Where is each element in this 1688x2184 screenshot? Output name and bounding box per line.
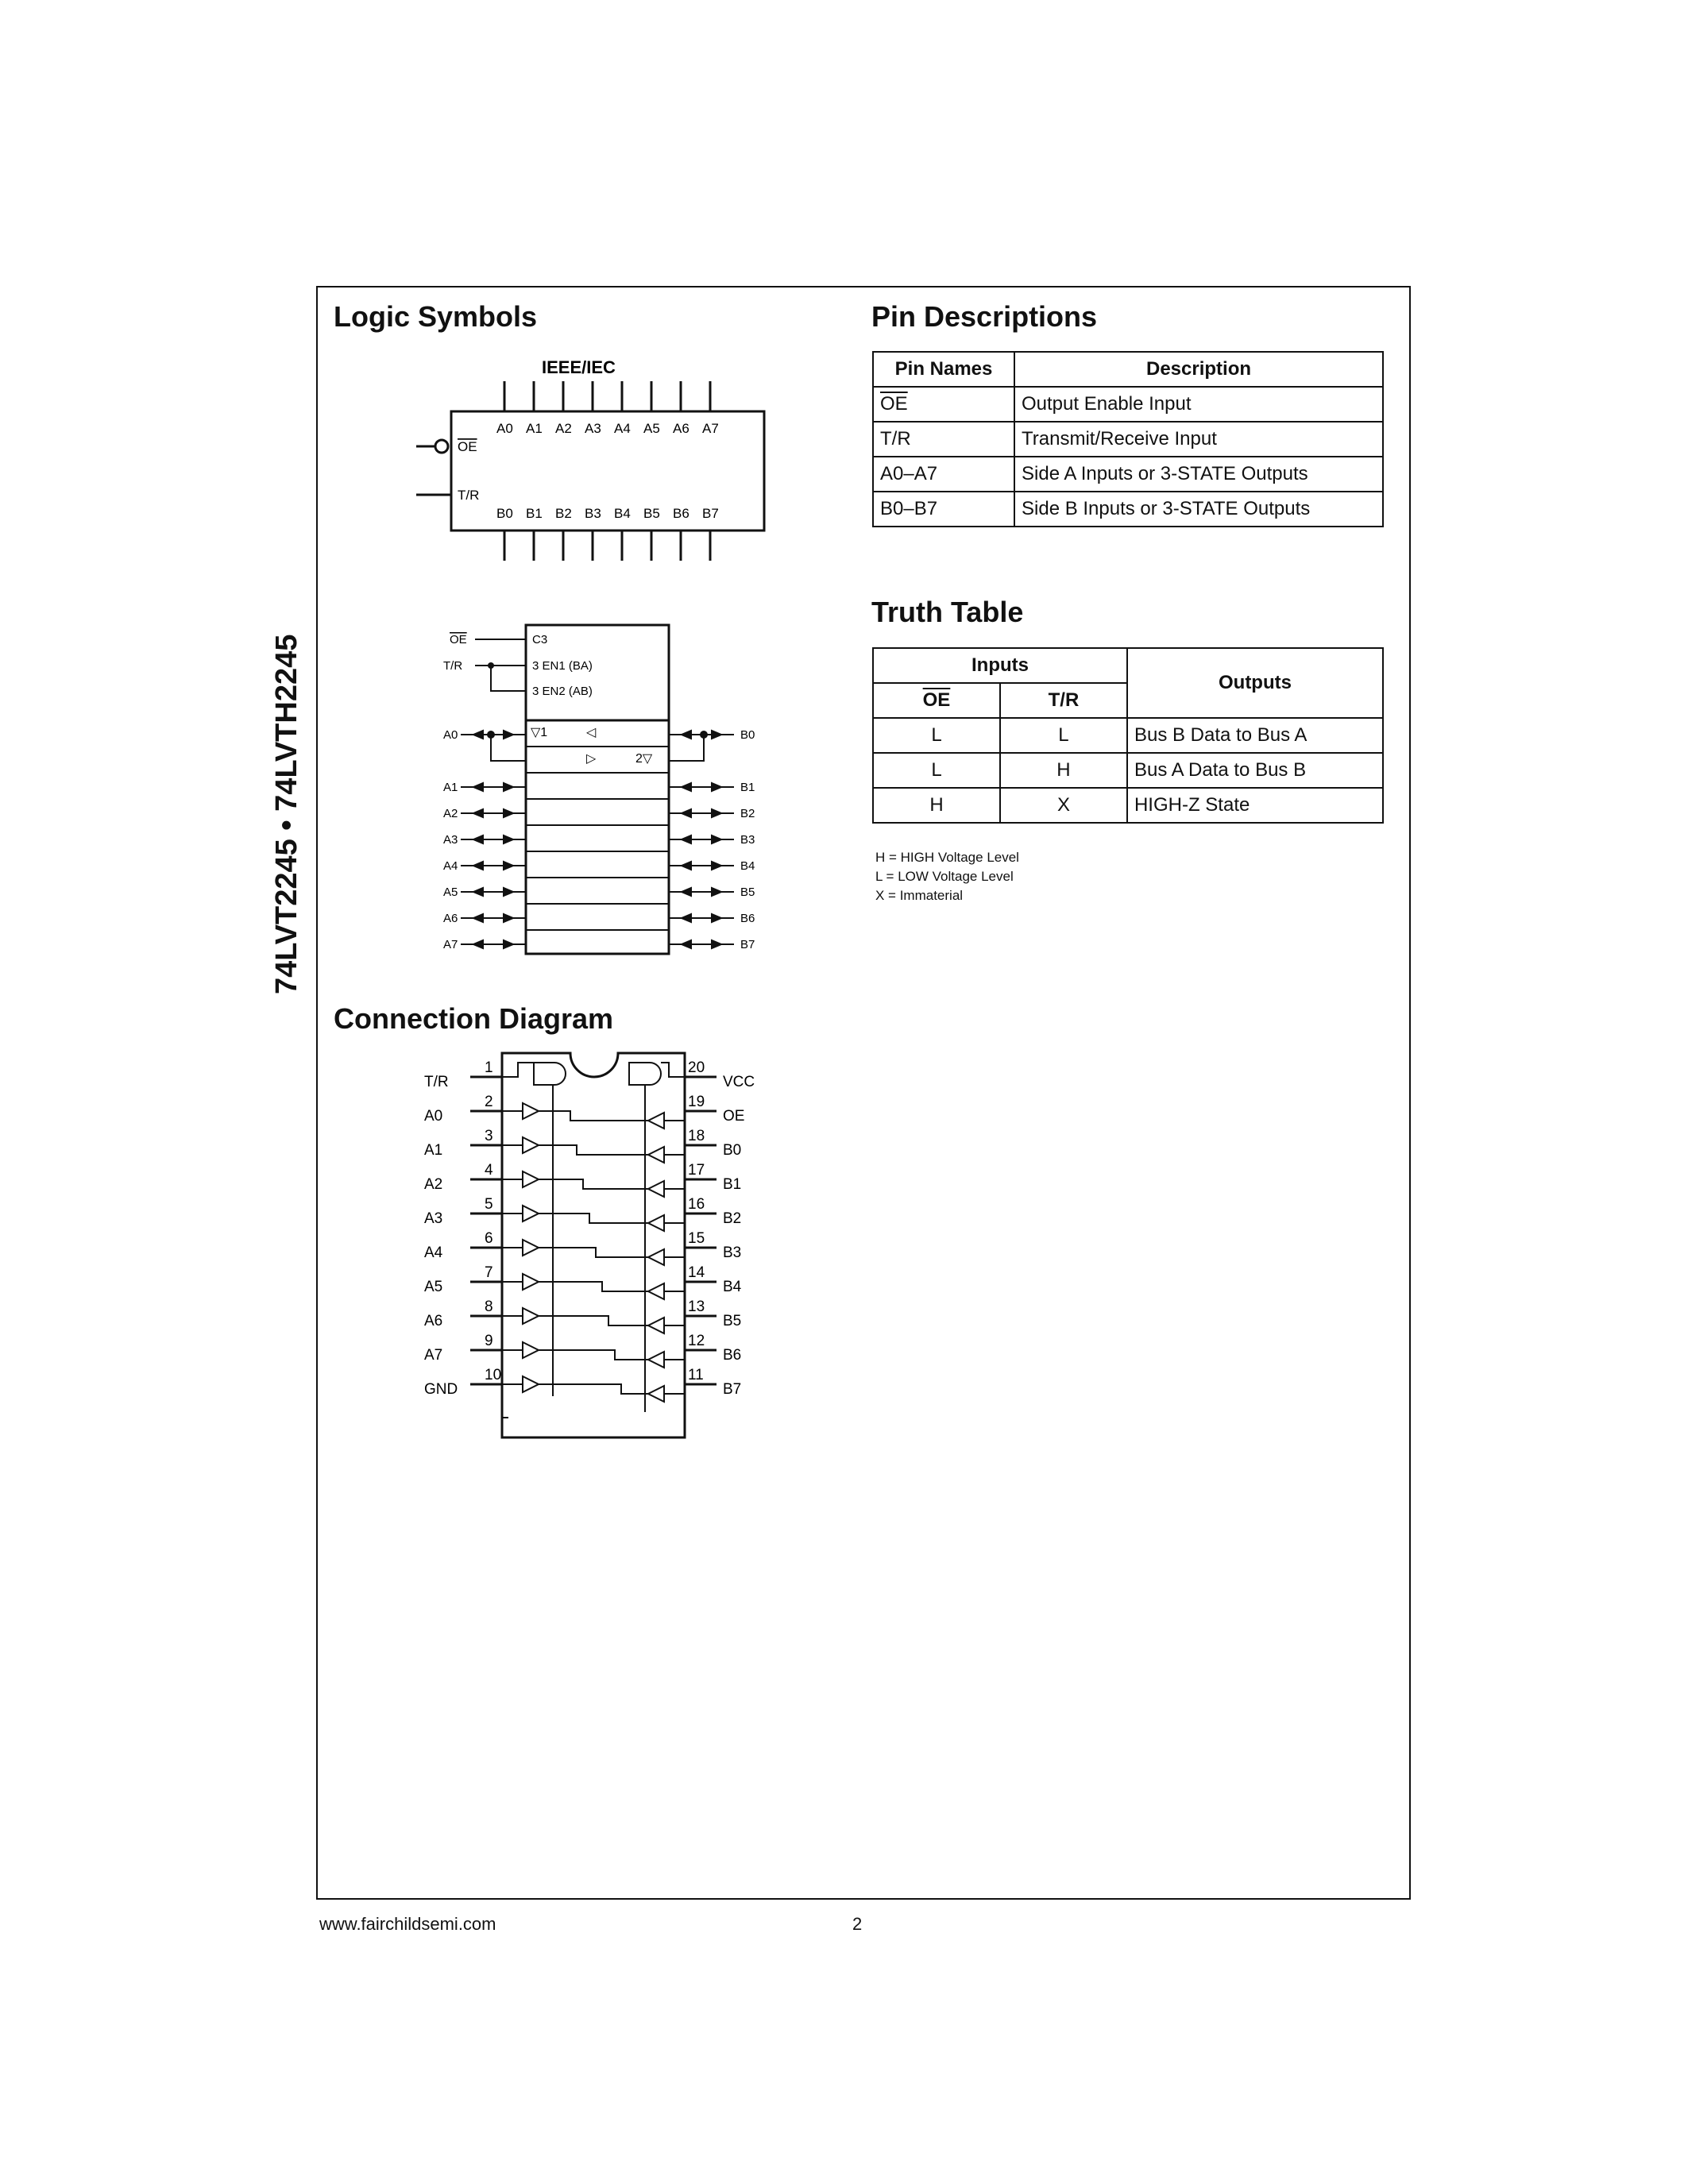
cell-tr: L (1000, 718, 1127, 753)
left-pin-label: A6 (424, 1313, 443, 1329)
left-pin-label: A2 (424, 1176, 443, 1193)
b-to-a-buffer (648, 1181, 664, 1197)
right-pin-label: B3 (723, 1244, 742, 1261)
fn-a-pin-label: A6 (443, 912, 458, 925)
left-pin-label: A3 (424, 1210, 443, 1227)
ieee-a-pin-label: A4 (614, 421, 631, 436)
left-pin-label: A5 (424, 1279, 443, 1295)
table-header-row (873, 648, 1383, 683)
left-pin-label: A0 (424, 1108, 443, 1125)
pin-number: 11 (688, 1367, 704, 1383)
fn-b-pin-label: B3 (740, 833, 755, 847)
arrow-right (712, 888, 721, 896)
pin-number: 8 (485, 1298, 493, 1315)
junction-dot (701, 731, 707, 738)
fn-a-pin-label: A1 (443, 781, 458, 794)
fn-b-pin-label: B6 (740, 912, 755, 925)
fn-b-pin-label: B4 (740, 859, 755, 873)
pin-desc: Side A Inputs or 3-STATE Outputs (1014, 457, 1383, 492)
ieee-b-pin-label: B4 (614, 506, 631, 521)
right-pin-label: B0 (723, 1142, 742, 1159)
fn-a-pin-label: A5 (443, 886, 458, 899)
arrow-left (682, 888, 691, 896)
ieee-b-pin-label: B5 (643, 506, 660, 521)
arrow-right (712, 940, 721, 948)
arrow-left (473, 835, 483, 843)
arrow-right (712, 914, 721, 922)
pin-number: 2 (485, 1094, 493, 1110)
pin-number: 14 (688, 1264, 705, 1281)
fn-a-pin-label: A7 (443, 938, 458, 951)
arrow-right (712, 731, 721, 739)
arrow-left (682, 809, 691, 817)
footer-page-number: 2 (852, 1914, 863, 1934)
arrow-left (473, 862, 483, 870)
connection-diagram-title: Connection Diagram (334, 1002, 614, 1035)
pin-number: 15 (688, 1230, 705, 1247)
pin-name: T/R (873, 422, 1014, 457)
cell-tr: H (1000, 753, 1127, 788)
a-to-b-buffer (523, 1342, 539, 1358)
fn-tr-label: T/R (443, 659, 463, 673)
pin-name: $\overline{OE}$ (873, 387, 1014, 422)
cell-oe: H (873, 788, 1000, 823)
a-to-b-buffer (523, 1137, 539, 1153)
pin-number: 18 (688, 1128, 705, 1144)
right-pin-label: B1 (723, 1176, 742, 1193)
note: X = Immaterial (875, 888, 964, 903)
and-gate (629, 1063, 661, 1085)
right-pin-label: OE (723, 1108, 745, 1125)
fn-b-pin-label: B2 (740, 807, 755, 820)
right-pin-label: B2 (723, 1210, 742, 1227)
pin-number: 4 (485, 1162, 493, 1179)
pin-number: 17 (688, 1162, 705, 1179)
ieee-b-pin-label: B6 (673, 506, 689, 521)
ieee-a-pin-label: A1 (526, 421, 543, 436)
cross-wire (539, 1282, 648, 1291)
pin-number: 3 (485, 1128, 493, 1144)
ieee-oe-label: OE (458, 439, 477, 454)
mark-ba-enable: ▽1 (531, 726, 548, 739)
a-to-b-buffer (523, 1206, 539, 1221)
connection-diagram (421, 1047, 771, 1444)
left-pin-label: GND (424, 1381, 458, 1398)
arrow-right (504, 862, 513, 870)
ieee-tr-label: T/R (458, 488, 480, 503)
pin-number: 5 (485, 1196, 493, 1213)
and-gate (534, 1063, 566, 1085)
arrow-right (504, 731, 513, 739)
tr-wire (502, 1063, 534, 1077)
b-to-a-buffer (648, 1283, 664, 1299)
block-en2: 3 EN2 (AB) (532, 685, 593, 698)
cross-wire (539, 1350, 648, 1360)
fn-b-pin-label: B0 (740, 728, 755, 742)
cross-wire (539, 1111, 648, 1121)
right-pin-label: B4 (723, 1279, 742, 1295)
footer-url[interactable]: www.fairchildsemi.com (319, 1914, 496, 1934)
col-oe: $\overline{OE}$ (873, 683, 1000, 718)
pin-number: 20 (688, 1059, 705, 1076)
b-to-a-buffer (648, 1386, 664, 1402)
fn-a-pin-label: A2 (443, 807, 458, 820)
arrow-right (712, 862, 721, 870)
cell-out: Bus B Data to Bus A (1127, 718, 1383, 753)
mark-ab-dir: ▷ (586, 752, 597, 766)
cross-wire (539, 1316, 648, 1325)
ieee-a-pin-label: A5 (643, 421, 660, 436)
b-to-a-buffer (648, 1249, 664, 1265)
cell-oe: L (873, 718, 1000, 753)
pin-number: 9 (485, 1333, 493, 1349)
left-pin-label: T/R (424, 1074, 449, 1090)
pin-descriptions-table (872, 351, 1384, 527)
a-to-b-buffer (523, 1308, 539, 1324)
arrow-right (712, 809, 721, 817)
ieee-a-pin-label: A7 (702, 421, 719, 436)
block-en1: 3 EN1 (BA) (532, 659, 593, 673)
a-to-b-buffer (523, 1274, 539, 1290)
arrow-left (473, 914, 483, 922)
fn-a-pin-label: A0 (443, 728, 458, 742)
pin-name: B0–B7 (873, 492, 1014, 527)
left-pin-label: A4 (424, 1244, 443, 1261)
arrow-right (504, 809, 513, 817)
right-pin-label: B6 (723, 1347, 742, 1364)
junction-dot (488, 731, 494, 738)
arrow-left (682, 835, 691, 843)
arrow-right (504, 835, 513, 843)
arrow-right (504, 914, 513, 922)
cell-tr: X (1000, 788, 1127, 823)
arrow-right (504, 783, 513, 791)
cross-wire (539, 1248, 648, 1257)
logic-symbols-title: Logic Symbols (334, 300, 538, 333)
fn-oe-label: OE (450, 633, 467, 646)
pin-number: 10 (485, 1367, 502, 1383)
inputs-header: Inputs (873, 648, 1127, 683)
pin-desc: Transmit/Receive Input (1014, 422, 1383, 457)
pin-number: 6 (485, 1230, 493, 1247)
arrow-left (473, 783, 483, 791)
right-pin-label: VCC (723, 1074, 755, 1090)
table-row (873, 753, 1383, 788)
pin-number: 16 (688, 1196, 705, 1213)
oe-bubble (435, 440, 448, 453)
col-description: Description (1014, 352, 1383, 387)
cell-oe: L (873, 753, 1000, 788)
note: L = LOW Voltage Level (875, 869, 1014, 884)
vcc-wire (661, 1063, 685, 1077)
truth-table-notes (875, 848, 1019, 905)
ieee-b-pin-label: B3 (585, 506, 601, 521)
arrow-right (504, 940, 513, 948)
ieee-a-pin-label: A6 (673, 421, 689, 436)
ieee-b-pin-label: B1 (526, 506, 543, 521)
ieee-b-pin-label: B7 (702, 506, 719, 521)
b0-feedback (669, 735, 704, 761)
pin-number: 1 (485, 1059, 493, 1076)
pin-descriptions-title: Pin Descriptions (871, 300, 1098, 333)
arrow-left (473, 731, 483, 739)
arrow-left (473, 809, 483, 817)
arrow-right (712, 783, 721, 791)
arrow-left (682, 862, 691, 870)
functional-logic-symbol (429, 615, 778, 965)
ieee-a-pin-label: A0 (496, 421, 513, 436)
b-to-a-buffer (648, 1215, 664, 1231)
pin-number: 19 (688, 1094, 705, 1110)
ieee-b-pin-label: B0 (496, 506, 513, 521)
arrow-left (682, 731, 691, 739)
pin-number: 13 (688, 1298, 705, 1315)
pin-number: 7 (485, 1264, 493, 1281)
a-to-b-buffer (523, 1240, 539, 1256)
fn-b-pin-label: B1 (740, 781, 755, 794)
col-pin-names: Pin Names (873, 352, 1014, 387)
table-row (873, 387, 1383, 422)
arrow-left (682, 940, 691, 948)
arrow-left (473, 888, 483, 896)
pin-number: 12 (688, 1333, 705, 1349)
b-to-a-buffer (648, 1147, 664, 1163)
ieee-b-pin-label: B2 (555, 506, 572, 521)
pin-desc: Output Enable Input (1014, 387, 1383, 422)
cell-out: HIGH-Z State (1127, 788, 1383, 823)
table-row (873, 492, 1383, 527)
right-pin-label: B5 (723, 1313, 742, 1329)
outputs-header: Outputs (1127, 648, 1383, 718)
truth-table (872, 647, 1384, 824)
arrow-left (473, 940, 483, 948)
fn-a-pin-label: A4 (443, 859, 458, 873)
right-pin-label: B7 (723, 1381, 742, 1398)
fn-b-pin-label: B7 (740, 938, 755, 951)
ieee-a-pin-label: A2 (555, 421, 572, 436)
a-to-b-buffer (523, 1376, 539, 1392)
ieee-a-pin-label: A3 (585, 421, 601, 436)
note: H = HIGH Voltage Level (875, 850, 1019, 865)
left-pin-label: A7 (424, 1347, 443, 1364)
ieee-label: IEEE/IEC (542, 357, 616, 377)
arrow-right (712, 835, 721, 843)
fn-b-pin-label: B5 (740, 886, 755, 899)
a0-feedback (491, 735, 526, 761)
b-to-a-buffer (648, 1318, 664, 1333)
cross-wire (539, 1214, 648, 1223)
side-title: 74LVT2245 • 74LVTH2245 (270, 634, 303, 994)
table-row (873, 718, 1383, 753)
arrow-left (682, 914, 691, 922)
table-header-row (873, 352, 1383, 387)
arrow-right (504, 888, 513, 896)
cross-wire (539, 1179, 648, 1189)
table-row (873, 422, 1383, 457)
a-to-b-buffer (523, 1171, 539, 1187)
table-row (873, 457, 1383, 492)
cross-wire (539, 1384, 648, 1394)
col-tr: T/R (1000, 683, 1127, 718)
cross-wire (539, 1145, 648, 1155)
block-c3: C3 (532, 633, 548, 646)
mark-ba-dir: ◁ (586, 726, 597, 739)
arrow-left (682, 783, 691, 791)
mark-ab-enable: 2▽ (635, 752, 653, 766)
b-to-a-buffer (648, 1352, 664, 1368)
truth-table-title: Truth Table (871, 596, 1024, 628)
left-pin-label: A1 (424, 1142, 443, 1159)
b-to-a-buffer (648, 1113, 664, 1129)
a-to-b-buffer (523, 1103, 539, 1119)
pin-desc: Side B Inputs or 3-STATE Outputs (1014, 492, 1383, 527)
table-row (873, 788, 1383, 823)
fn-a-pin-label: A3 (443, 833, 458, 847)
pin-name: A0–A7 (873, 457, 1014, 492)
ieee-logic-symbol (405, 349, 786, 572)
cell-out: Bus A Data to Bus B (1127, 753, 1383, 788)
